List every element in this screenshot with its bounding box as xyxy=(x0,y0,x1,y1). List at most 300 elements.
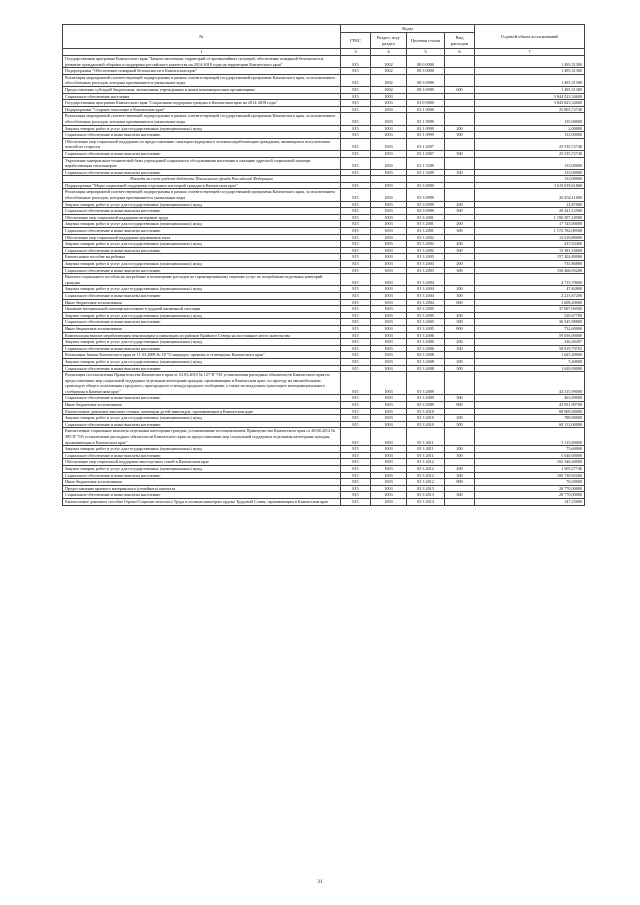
target-cell: 03 3 2001 xyxy=(407,214,445,221)
grbs-cell: 815 xyxy=(341,189,371,201)
description-cell: Социальное обеспечение и иные выплаты населению xyxy=(63,492,341,499)
razdel-cell: 1002 xyxy=(371,86,407,93)
description-cell: Социальное обеспечение населения xyxy=(63,93,341,100)
grbs-cell: 815 xyxy=(341,402,371,409)
grbs-cell: 815 xyxy=(341,221,371,228)
vid-cell: 300 xyxy=(445,345,475,352)
description-cell: Предоставление субсидий бюджетным, автономным учреждениям и иным некоммерческим организациям xyxy=(63,86,341,93)
budget-table xyxy=(62,24,585,506)
table-row xyxy=(63,498,585,505)
table-row xyxy=(63,221,585,228)
vid-cell xyxy=(445,56,475,68)
razdel-cell: 1003 xyxy=(371,365,407,372)
table-row xyxy=(63,267,585,274)
grbs-cell xyxy=(341,176,371,183)
grbs-cell: 815 xyxy=(341,352,371,359)
vid-cell xyxy=(445,138,475,150)
razdel-cell: 1003 xyxy=(371,352,407,359)
grbs-cell: 815 xyxy=(341,372,371,395)
razdel-cell: 1003 xyxy=(371,189,407,201)
grbs-cell: 815 xyxy=(341,492,371,499)
table-row xyxy=(63,214,585,221)
amount-cell: 75,60000 xyxy=(475,446,585,453)
grbs-cell: 815 xyxy=(341,208,371,215)
target-cell: 03 3 2012 xyxy=(407,472,445,479)
vid-cell: 300 xyxy=(445,365,475,372)
target-cell: 03 1 0999 xyxy=(407,113,445,125)
amount-cell: 156 466,93200 xyxy=(475,267,585,274)
table-row xyxy=(63,106,585,113)
target-cell: 03 3 2006 xyxy=(407,345,445,352)
grbs-cell: 815 xyxy=(341,247,371,254)
target-cell: 03 3 2014 xyxy=(407,498,445,505)
vid-cell: 200 xyxy=(445,241,475,248)
description-cell: Социальное обеспечение и иные выплаты населению xyxy=(63,319,341,326)
table-row xyxy=(63,312,585,319)
description-cell: Ежемесячные денежные выплаты семьям, имеющим детей-инвалидов, проживающим в Камчатском крае xyxy=(63,408,341,415)
grbs-cell: 815 xyxy=(341,254,371,261)
target-cell: 08 3 0999 xyxy=(407,86,445,93)
amount-cell: 43 951,99700 xyxy=(475,402,585,409)
amount-cell: 20 441,12500 xyxy=(475,208,585,215)
target-cell: 03 1 5209 xyxy=(407,157,445,169)
amount-cell: 237,63400 xyxy=(475,241,585,248)
target-cell: 03 3 2006 xyxy=(407,332,445,339)
razdel-cell: 1003 xyxy=(371,150,407,157)
grbs-cell: 815 xyxy=(341,138,371,150)
grbs-cell: 815 xyxy=(341,132,371,139)
vid-cell: 600 xyxy=(445,86,475,93)
grbs-cell: 815 xyxy=(341,319,371,326)
table-row xyxy=(63,325,585,332)
description-cell: Ежемесячное пособие на ребенка xyxy=(63,254,341,261)
amount-cell: 2,00000 xyxy=(475,125,585,132)
razdel-cell: 1003 xyxy=(371,498,407,505)
razdel-cell: 1003 xyxy=(371,472,407,479)
target-cell: 03 3 2003 xyxy=(407,261,445,268)
amount-cell: 25 803,72740 xyxy=(475,106,585,113)
description-cell: Реализация Закона Камчатского края от 11.03.2008 № 18 "О наградах, премиях и стипендиях Камчатского края" xyxy=(63,352,341,359)
razdel-cell: 1003 xyxy=(371,234,407,241)
description-cell: Социальное обеспечение и иные выплаты населению xyxy=(63,292,341,299)
grbs-cell: 815 xyxy=(341,292,371,299)
vid-cell xyxy=(445,459,475,466)
vid-cell: 300 xyxy=(445,228,475,235)
grbs-cell: 815 xyxy=(341,485,371,492)
description-cell: Иные бюджетные ассигнования xyxy=(63,402,341,409)
target-cell: 03 3 2012 xyxy=(407,466,445,473)
razdel-cell: 1003 xyxy=(371,261,407,268)
description-cell: Закупка товаров, работ и услуг для государственных (муниципальных) нужд xyxy=(63,125,341,132)
grbs-cell: 815 xyxy=(341,358,371,365)
table-row xyxy=(63,234,585,241)
vid-cell xyxy=(445,113,475,125)
grbs-cell: 815 xyxy=(341,100,371,107)
razdel-cell: 1003 xyxy=(371,208,407,215)
amount-cell: 3 619 019,61860 xyxy=(475,182,585,189)
table-row xyxy=(63,332,585,339)
description-cell: Реализация мероприятий соответствующей подпрограммы в рамках соответствующей государственной программы Камчатского края, за исключением обособленных расходов, которым присваиваются уникальные коды xyxy=(63,189,341,201)
amount-cell: 5 115,60000 xyxy=(475,428,585,446)
amount-cell: 5,40000 xyxy=(475,358,585,365)
vid-cell: 300 xyxy=(445,150,475,157)
grbs-cell: 815 xyxy=(341,446,371,453)
table-row xyxy=(63,157,585,169)
table-row xyxy=(63,228,585,235)
grbs-cell: 815 xyxy=(341,452,371,459)
razdel-cell: 1003 xyxy=(371,169,407,176)
vid-cell: 200 xyxy=(445,261,475,268)
vid-cell: 800 xyxy=(445,325,475,332)
header-index: 6 xyxy=(445,49,475,56)
description-cell: Выплата социального пособия на погребение и возмещение расходов по гарантированному перечню услуг по погребению отдельных категорий граждан xyxy=(63,274,341,286)
table-row xyxy=(63,492,585,499)
razdel-cell: 1003 xyxy=(371,459,407,466)
grbs-cell: 815 xyxy=(341,408,371,415)
razdel-cell: 1003 xyxy=(371,125,407,132)
description-cell: Социальное обеспечение и иные выплаты населению xyxy=(63,345,341,352)
target-cell: 03 3 2009 xyxy=(407,372,445,395)
grbs-cell: 815 xyxy=(341,421,371,428)
header-target: Целевая статья xyxy=(407,33,445,49)
razdel-cell: 1003 xyxy=(371,228,407,235)
target-cell: 03 3 0000 xyxy=(407,182,445,189)
table-row xyxy=(63,132,585,139)
razdel-cell: 1003 xyxy=(371,113,407,125)
table-row xyxy=(63,286,585,293)
table-row xyxy=(63,189,585,201)
header-num: № xyxy=(63,25,341,49)
table-row xyxy=(63,150,585,157)
target-cell: 03 3 2009 xyxy=(407,395,445,402)
header-codes: Коды xyxy=(341,25,475,33)
table-row xyxy=(63,182,585,189)
document-page xyxy=(62,24,584,506)
grbs-cell: 815 xyxy=(341,267,371,274)
header-index-row xyxy=(63,49,585,56)
razdel-cell xyxy=(371,176,407,183)
table-row xyxy=(63,208,585,215)
grbs-cell: 815 xyxy=(341,56,371,68)
header-index: 5 xyxy=(407,49,445,56)
vid-cell: 300 xyxy=(445,208,475,215)
target-cell: 03 3 2002 xyxy=(407,247,445,254)
razdel-cell: 1003 xyxy=(371,312,407,319)
vid-cell: 200 xyxy=(445,415,475,422)
target-cell: 03 3 2008 xyxy=(407,358,445,365)
table-row xyxy=(63,372,585,395)
razdel-cell: 1002 xyxy=(371,74,407,86)
target-cell: 08 3 0000 xyxy=(407,68,445,75)
razdel-cell: 1003 xyxy=(371,332,407,339)
description-cell: Социальное обеспечение и иные выплаты населению xyxy=(63,365,341,372)
grbs-cell: 815 xyxy=(341,113,371,125)
razdel-cell: 1002 xyxy=(371,68,407,75)
vid-cell xyxy=(445,408,475,415)
amount-cell: 1 495,31300 xyxy=(475,68,585,75)
header-index: 3 xyxy=(341,49,371,56)
description-cell: Предоставление краевого материнского (семейного) капитала xyxy=(63,485,341,492)
vid-cell: 300 xyxy=(445,292,475,299)
amount-cell: 1 190 507,18500 xyxy=(475,214,585,221)
target-cell: 03 3 2005 xyxy=(407,319,445,326)
description-cell: Социальное обеспечение и иные выплаты населению xyxy=(63,228,341,235)
target-cell: 03 3 2005 xyxy=(407,312,445,319)
target-cell: 03 3 2008 xyxy=(407,352,445,359)
description-cell: Социальное обеспечение и иные выплаты населению xyxy=(63,169,341,176)
description-cell: Обеспечение мер социальной поддержки по предоставлению санаторно-курортного лечения неработающим гражданам, являющимся получателями пенсий по старости xyxy=(63,138,341,150)
table-row xyxy=(63,169,585,176)
target-cell: 03 1 5209 xyxy=(407,169,445,176)
description-cell: Социальное обеспечение и иные выплаты населению xyxy=(63,150,341,157)
amount-cell: 4 715,70000 xyxy=(475,274,585,286)
amount-cell: 20 454,11000 xyxy=(475,189,585,201)
target-cell: 08 3 0999 xyxy=(407,74,445,86)
vid-cell: 800 xyxy=(445,479,475,486)
grbs-cell: 815 xyxy=(341,261,371,268)
amount-cell: 25 535,72740 xyxy=(475,150,585,157)
target-cell: 03 3 2008 xyxy=(407,365,445,372)
amount-cell: 15 618,80000 xyxy=(475,234,585,241)
vid-cell xyxy=(445,485,475,492)
razdel-cell: 1003 xyxy=(371,132,407,139)
target-cell: 03 3 2004 xyxy=(407,274,445,286)
table-row xyxy=(63,421,585,428)
razdel-cell: 1003 xyxy=(371,485,407,492)
vid-cell xyxy=(445,182,475,189)
vid-cell xyxy=(445,234,475,241)
target-cell xyxy=(407,93,445,100)
target-cell: 03 3 2001 xyxy=(407,228,445,235)
table-row xyxy=(63,247,585,254)
vid-cell: 300 xyxy=(445,132,475,139)
target-cell: 03 3 2012 xyxy=(407,479,445,486)
grbs-cell: 815 xyxy=(341,234,371,241)
table-row xyxy=(63,352,585,359)
description-cell: Реализация мероприятий соответствующей подпрограммы в рамках соответствующей государственной программы Камчатского края, за исключением обособленных расходов, которым присваиваются уникальные коды xyxy=(63,113,341,125)
vid-cell: 200 xyxy=(445,125,475,132)
target-cell: 03 1 2007 xyxy=(407,150,445,157)
razdel-cell: 1003 xyxy=(371,479,407,486)
target-cell: 03 1 0999 xyxy=(407,125,445,132)
header-index: 4 xyxy=(371,49,407,56)
description-cell: Закупка товаров, работ и услуг для государственных (муниципальных) нужд xyxy=(63,241,341,248)
description-cell: Ежемесячное денежное пособие Героям Социалистического Труда и полным кавалерам ордена Трудовой Славы, проживающим в Камчатском крае xyxy=(63,498,341,505)
description-cell: Социальное обеспечение и иные выплаты населению xyxy=(63,267,341,274)
amount-cell: 2 213,67200 xyxy=(475,292,585,299)
amount-cell: 1 608,20000 xyxy=(475,299,585,306)
razdel-cell: 1003 xyxy=(371,339,407,346)
razdel-cell: 1003 xyxy=(371,408,407,415)
razdel-cell: 1003 xyxy=(371,325,407,332)
amount-cell: 133,00000 xyxy=(475,169,585,176)
grbs-cell: 815 xyxy=(341,182,371,189)
table-row xyxy=(63,138,585,150)
table-row xyxy=(63,306,585,313)
grbs-cell: 815 xyxy=(341,74,371,86)
table-row xyxy=(63,428,585,446)
description-cell: Закупка товаров, работ и услуг для государственных (муниципальных) нужд xyxy=(63,339,341,346)
description-cell: Укрепление материально-технической базы учреждений социального обслуживания населения и оказание адресной социальной помощи неработающим пенсионерам xyxy=(63,157,341,169)
razdel-cell: 1003 xyxy=(371,306,407,313)
table-row xyxy=(63,415,585,422)
razdel-cell: 1003 xyxy=(371,241,407,248)
vid-cell xyxy=(445,176,475,183)
grbs-cell: 815 xyxy=(341,169,371,176)
razdel-cell: 1003 xyxy=(371,201,407,208)
target-cell: 03 3 2004 xyxy=(407,292,445,299)
table-row xyxy=(63,319,585,326)
table-row xyxy=(63,93,585,100)
header-vid: Вид расходов xyxy=(445,33,475,49)
target-cell: 03 0 0000 xyxy=(407,100,445,107)
grbs-cell: 815 xyxy=(341,150,371,157)
grbs-cell: 815 xyxy=(341,415,371,422)
vid-cell: 200 xyxy=(445,339,475,346)
table-row xyxy=(63,176,585,183)
target-cell xyxy=(407,176,445,183)
description-cell: Закупка товаров, работ и услуг для государственных (муниципальных) нужд xyxy=(63,415,341,422)
razdel-cell: 1003 xyxy=(371,319,407,326)
description-cell: Обеспечение мер социальной поддержки многодетных семей в Камчатском крае xyxy=(63,459,341,466)
description-cell: Социальное обеспечение и иные выплаты населению xyxy=(63,132,341,139)
vid-cell xyxy=(445,157,475,169)
header-razdel: Раздел, под-раздел xyxy=(371,33,407,49)
razdel-cell: 1003 xyxy=(371,157,407,169)
description-cell: Закупка товаров, работ и услуг для государственных (муниципальных) нужд xyxy=(63,286,341,293)
amount-cell: 1 495,31300 xyxy=(475,86,585,93)
grbs-cell: 815 xyxy=(341,106,371,113)
table-row xyxy=(63,74,585,86)
target-cell: 03 3 0999 xyxy=(407,208,445,215)
razdel-cell: 1003 xyxy=(371,395,407,402)
table-row xyxy=(63,485,585,492)
razdel-cell: 1003 xyxy=(371,267,407,274)
target-cell: 03 3 2011 xyxy=(407,428,445,446)
table-row xyxy=(63,395,585,402)
amount-cell: 68 900,00000 xyxy=(475,408,585,415)
vid-cell: 300 xyxy=(445,452,475,459)
vid-cell: 800 xyxy=(445,402,475,409)
description-cell: Расходы за счет средств бюджета Пенсионного фонда Российской Федерации xyxy=(63,176,341,183)
grbs-cell: 815 xyxy=(341,306,371,313)
target-cell: 03 3 2010 xyxy=(407,415,445,422)
grbs-cell: 815 xyxy=(341,228,371,235)
description-cell: Обеспечение мер социальной поддержки тружеников тыла xyxy=(63,234,341,241)
amount-cell: 25 535,72740 xyxy=(475,138,585,150)
amount-cell: 1 495,31300 xyxy=(475,74,585,86)
amount-cell: 58 819,79703 xyxy=(475,345,585,352)
grbs-cell: 815 xyxy=(341,274,371,286)
amount-cell: 28 770,00000 xyxy=(475,492,585,499)
grbs-cell: 815 xyxy=(341,93,371,100)
table-row xyxy=(63,254,585,261)
vid-cell xyxy=(445,214,475,221)
description-cell: Ежемесячные социальные выплаты отдельным категориям граждан, установленные постановлением Правительства Камчатского края от 28.08.2012 № 385-П "Об установлении расходных обязательств Камчатского края по предоставлению мер социальной поддержки отдельным категориям граждан, проживающим в Камчатском крае" xyxy=(63,428,341,446)
target-cell: 03 3 2003 xyxy=(407,254,445,261)
description-cell: Реализация мероприятий соответствующей подпрограммы в рамках соответствующей государственной программы Камчатского края, за исключением обособленных расходов, которым присваиваются уникальные коды xyxy=(63,74,341,86)
razdel-cell: 1003 xyxy=(371,421,407,428)
description-cell: Закупка товаров, работ и услуг для государственных (муниципальных) нужд xyxy=(63,201,341,208)
table-row xyxy=(63,68,585,75)
table-row xyxy=(63,479,585,486)
amount-cell: 1 625,40000 xyxy=(475,352,585,359)
grbs-cell: 815 xyxy=(341,466,371,473)
target-cell: 03 3 2010 xyxy=(407,408,445,415)
vid-cell: 800 xyxy=(445,299,475,306)
vid-cell xyxy=(445,352,475,359)
table-body xyxy=(63,56,585,506)
amount-cell: 135,00000 xyxy=(475,113,585,125)
header-index: 7 xyxy=(475,49,585,56)
grbs-cell: 815 xyxy=(341,125,371,132)
razdel-cell: 1003 xyxy=(371,138,407,150)
table-row xyxy=(63,201,585,208)
table-row xyxy=(63,113,585,125)
description-cell: Закупка товаров, работ и услуг для государственных (муниципальных) нужд xyxy=(63,466,341,473)
table-row xyxy=(63,241,585,248)
description-cell: Закупка товаров, работ и услуг для государственных (муниципальных) нужд xyxy=(63,446,341,453)
vid-cell xyxy=(445,100,475,107)
vid-cell xyxy=(445,93,475,100)
target-cell: 03 3 2013 xyxy=(407,485,445,492)
grbs-cell: 815 xyxy=(341,201,371,208)
razdel-cell: 1003 xyxy=(371,372,407,395)
razdel-cell: 1003 xyxy=(371,428,407,446)
razdel-cell: 1003 xyxy=(371,221,407,228)
grbs-cell: 815 xyxy=(341,428,371,446)
table-row xyxy=(63,446,585,453)
target-cell: 03 3 2009 xyxy=(407,402,445,409)
vid-cell xyxy=(445,106,475,113)
vid-cell: 300 xyxy=(445,421,475,428)
table-row xyxy=(63,466,585,473)
description-cell: Компенсация выплат неработающим пенсионерам и инвалидам из районов Крайнего Севера на постоянное место жительства xyxy=(63,332,341,339)
table-row xyxy=(63,56,585,68)
table-row xyxy=(63,100,585,107)
amount-cell: 15 381,16600 xyxy=(475,247,585,254)
target-cell: 03 3 2012 xyxy=(407,459,445,466)
razdel-cell: 1003 xyxy=(371,466,407,473)
table-row xyxy=(63,261,585,268)
grbs-cell: 815 xyxy=(341,345,371,352)
vid-cell: 200 xyxy=(445,358,475,365)
amount-cell: 47,82800 xyxy=(475,286,585,293)
page-number: 31 xyxy=(317,879,323,885)
description-cell: Социальное обеспечение и иные выплаты населению xyxy=(63,452,341,459)
amount-cell: 37 607,00500 xyxy=(475,306,585,313)
vid-cell: 300 xyxy=(445,319,475,326)
amount-cell: 102 348,40000 xyxy=(475,459,585,466)
description-cell: Иные бюджетные ассигнования xyxy=(63,479,341,486)
vid-cell: 200 xyxy=(445,466,475,473)
razdel-cell: 1003 xyxy=(371,286,407,293)
vid-cell: 300 xyxy=(445,472,475,479)
razdel-cell: 1003 xyxy=(371,299,407,306)
amount-cell: 735,86800 xyxy=(475,261,585,268)
description-cell: Государственная программа Камчатского края "Социальная поддержка граждан в Камчатском крае на 2014-2018 годы" xyxy=(63,100,341,107)
vid-cell: 200 xyxy=(445,286,475,293)
amount-cell: 70,20000 xyxy=(475,479,585,486)
target-cell: 03 3 2004 xyxy=(407,286,445,293)
target-cell: 03 3 2003 xyxy=(407,267,445,274)
description-cell: Социальное обеспечение и иные выплаты населению xyxy=(63,421,341,428)
razdel-cell: 1003 xyxy=(371,274,407,286)
grbs-cell: 815 xyxy=(341,86,371,93)
amount-cell: 28 770,00000 xyxy=(475,485,585,492)
razdel-cell: 1003 xyxy=(371,345,407,352)
description-cell: Государственная программа Камчатского края "Защита населения, территорий от чрезвычайных ситуаций, обеспечение пожарной безопасности, развитие гражданской обороны и поддержка российского казачества на 2014-2018 годы на территории Камчатского края" xyxy=(63,56,341,68)
